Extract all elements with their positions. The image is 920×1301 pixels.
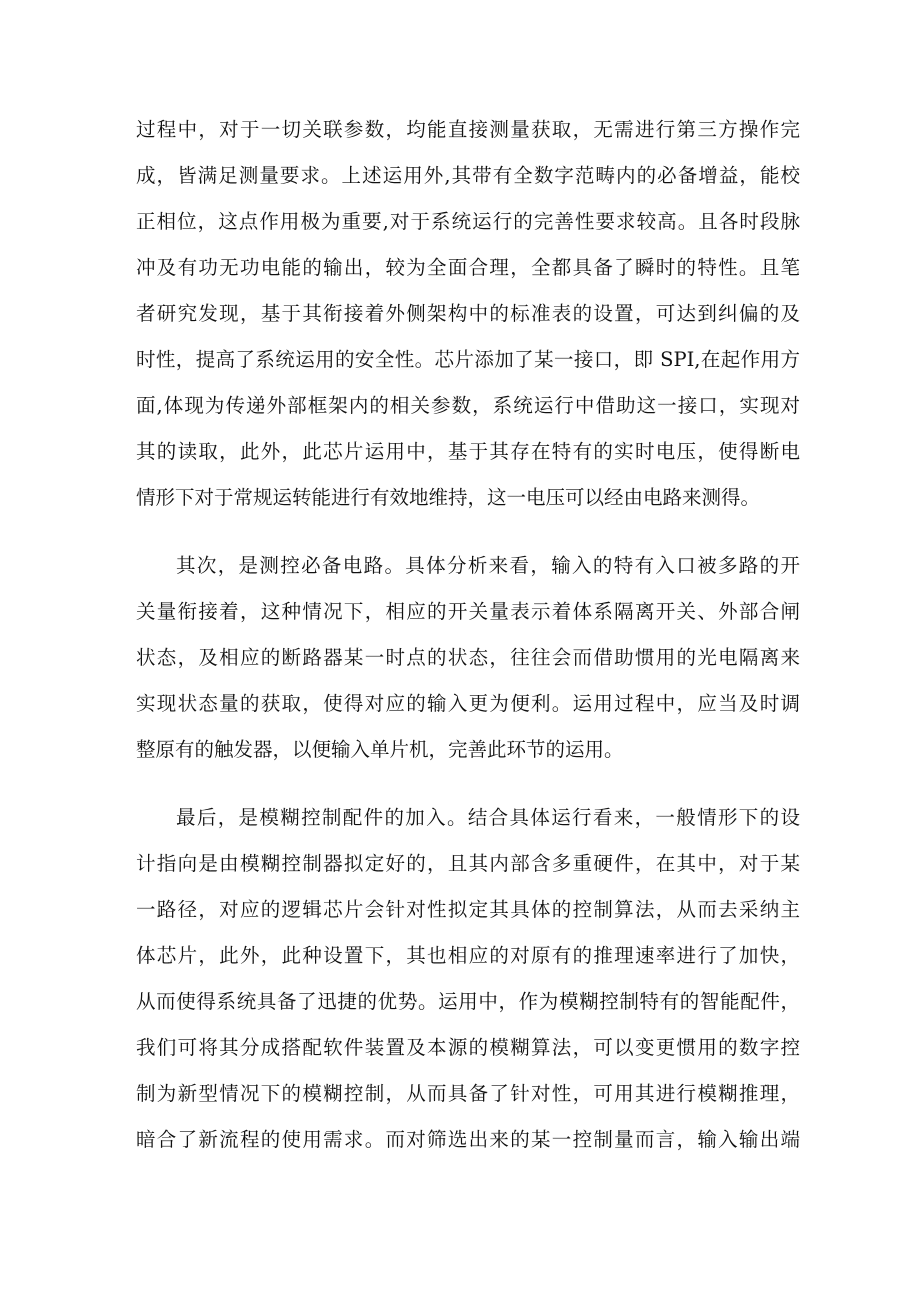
text-line: 一路径，对应的逻辑芯片会针对性拟定其具体的控制算法，从而去采纳主 [136, 898, 800, 921]
text-line: 时性，提高了系统运用的安全性。芯片添加了某一接口，即 SPI,在起作用方 [136, 348, 800, 371]
text-line: 制为新型情况下的模糊控制，从而具备了针对性，可用其进行模糊推理， [136, 1082, 800, 1105]
text-line: 正相位，这点作用极为重要,对于系统运行的完善性要求较高。且各时段脉 [136, 210, 800, 233]
text-line: 从而使得系统具备了迅捷的优势。运用中，作为模糊控制特有的智能配件， [136, 990, 800, 1013]
text-line: 其次，是测控必备电路。具体分析来看，输入的特有入口被多路的开 [176, 554, 800, 577]
text-line: 者研究发现，基于其衔接着外侧架构中的标准表的设置，可达到纠偏的及 [136, 302, 800, 325]
text-line: 其的读取，此外，此芯片运用中，基于其存在特有的实时电压，使得断电 [136, 440, 800, 463]
text-line: 情形下对于常规运转能进行有效地维持，这一电压可以经由电路来测得。 [136, 486, 761, 509]
text-line: 成，皆满足测量要求。上述运用外,其带有全数字范畴内的必备增益，能校 [136, 164, 800, 187]
text-line: 我们可将其分成搭配软件装置及本源的模糊算法，可以变更惯用的数字控 [136, 1036, 800, 1059]
text-line: 体芯片，此外，此种设置下，其也相应的对原有的推理速率进行了加快， [136, 944, 800, 967]
text-line: 面,体现为传递外部框架内的相关参数，系统运行中借助这一接口，实现对 [136, 394, 800, 417]
text-line: 最后，是模糊控制配件的加入。结合具体运行看来，一般情形下的设 [176, 806, 800, 829]
text-line: 冲及有功无功电能的输出，较为全面合理，全都具备了瞬时的特性。且笔 [136, 256, 800, 279]
text-line: 暗合了新流程的使用需求。而对筛选出来的某一控制量而言，输入输出端 [136, 1128, 800, 1151]
text-line: 过程中，对于一切关联参数，均能直接测量获取，无需进行第三方操作完 [136, 118, 800, 141]
text-line: 计指向是由模糊控制器拟定好的，且其内部含多重硬件，在其中，对于某 [136, 852, 800, 875]
text-line: 关量衔接着，这种情况下，相应的开关量表示着体系隔离开关、外部合闸 [136, 600, 800, 623]
text-line: 状态，及相应的断路器某一时点的状态，往往会而借助惯用的光电隔离来 [136, 646, 800, 669]
text-line: 实现状态量的获取，使得对应的输入更为便利。运用过程中，应当及时调 [136, 692, 800, 715]
text-line: 整原有的触发器，以便输入单片机，完善此环节的运用。 [136, 738, 624, 761]
